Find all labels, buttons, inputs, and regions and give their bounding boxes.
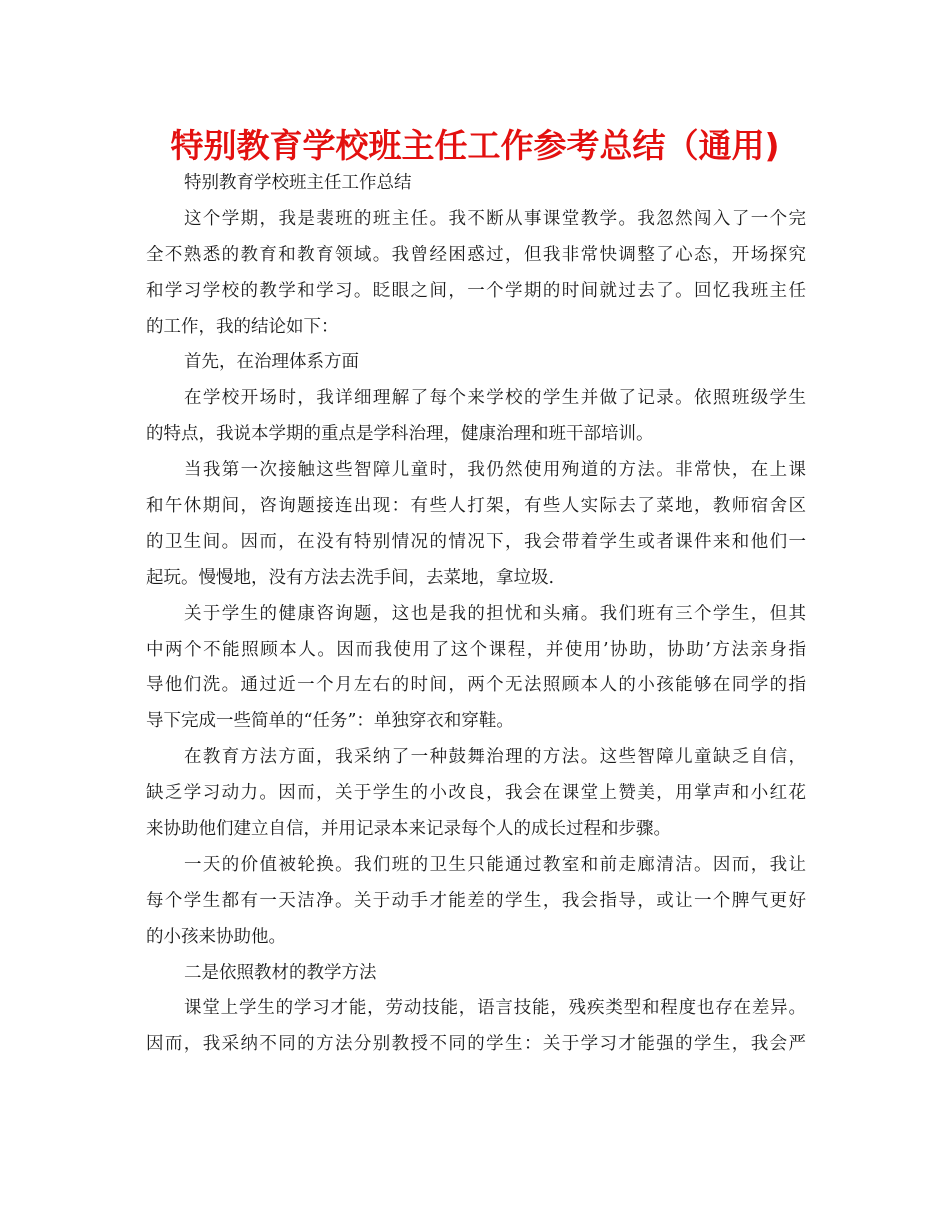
document-title: 特别教育学校班主任工作参考总结（通用) (170, 126, 780, 165)
paragraph-line: 导他们洗。通过近一个月左右的时间，两个无法照顾本人的小孩能够在同学的指 (146, 675, 806, 696)
paragraph-line: 的小孩来协助他。 (146, 926, 286, 947)
paragraph-line: 特别教育学校班主任工作总结 (184, 173, 412, 193)
document-body (146, 166, 806, 1063)
paragraph-line: 和午休期间，咨询题接连出现：有些人打架，有些人实际去了菜地，教师宿舍区 (146, 496, 806, 517)
paragraph-line: 二是依照教材的教学方法 (184, 962, 377, 983)
paragraph-line: 一天的价值被轮换。我们班的卫生只能通过教室和前走廊清洁。因而，我让 (184, 854, 806, 875)
paragraph-line: 课堂上学生的学习才能，劳动技能，语言技能，残疾类型和程度也存在差异。 (184, 998, 806, 1019)
paragraph-line: 导下完成一些简单的“任务”：单独穿衣和穿鞋。 (146, 711, 514, 732)
paragraph-line: 因而，我采纳不同的方法分别教授不同的学生：关于学习才能强的学生，我会严 (146, 1034, 806, 1055)
paragraph-line: 中两个不能照顾本人。因而我使用了这个课程，并使用’协助，协助’方法亲身指 (146, 639, 806, 660)
paragraph-line: 全不熟悉的教育和教育领域。我曾经困惑过，但我非常快调整了心态，开场探究 (146, 244, 806, 265)
paragraph-line: 在学校开场时，我详细理解了每个来学校的学生并做了记录。依照班级学生 (184, 388, 806, 409)
paragraph-line: 的工作，我的结论如下： (146, 316, 339, 337)
paragraph-line: 和学习学校的教学和学习。眨眼之间，一个学期的时间就过去了。回忆我班主任 (146, 280, 806, 301)
paragraph-line: 在教育方法方面，我采纳了一种鼓舞治理的方法。这些智障儿童缺乏自信， (184, 747, 806, 768)
paragraph-line: 首先，在治理体系方面 (184, 352, 359, 373)
paragraph-line: 当我第一次接触这些智障儿童时，我仍然使用殉道的方法。非常快，在上课 (184, 460, 806, 481)
paragraph-line: 来协助他们建立自信，并用记录本来记录每个人的成长过程和步骤。 (146, 819, 671, 840)
paragraph-line: 每个学生都有一天洁净。关于动手才能差的学生，我会指导，或让一个脾气更好 (146, 890, 806, 911)
paragraph-line: 的特点，我说本学期的重点是学科治理，健康治理和班干部培训。 (146, 424, 654, 445)
paragraph-line: 起玩。慢慢地，没有方法去洗手间，去菜地，拿垃圾. (146, 567, 555, 588)
paragraph-line: 这个学期，我是裴班的班主任。我不断从事课堂教学。我忽然闯入了一个完 (184, 208, 806, 229)
paragraph-line: 缺乏学习动力。因而，关于学生的小改良，我会在课堂上赞美，用掌声和小红花 (146, 783, 806, 804)
paragraph-line: 的卫生间。因而，在没有特别情况的情况下，我会带着学生或者课件来和他们一 (146, 531, 806, 552)
paragraph-line: 关于学生的健康咨询题，这也是我的担忧和头痛。我们班有三个学生，但其 (184, 603, 806, 624)
